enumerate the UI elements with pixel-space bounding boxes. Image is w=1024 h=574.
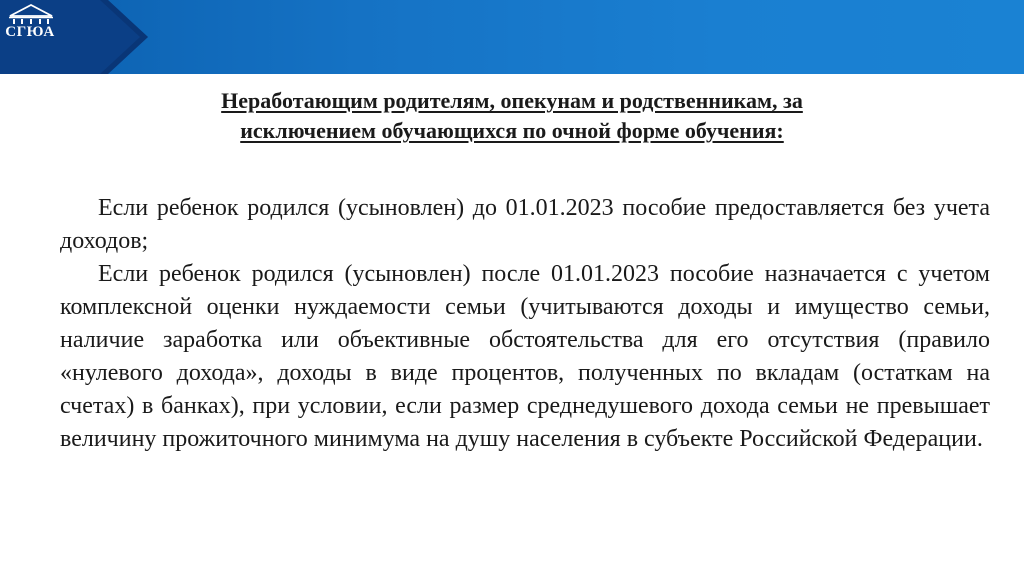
header-band (0, 0, 1024, 74)
logo-text: СГЮА (5, 24, 55, 40)
slide-title (60, 86, 964, 146)
title-line-2: исключением обучающихся по очной форме обучения: (240, 118, 784, 143)
paragraph-before-2023: Если ребенок родился (усыновлен) до 01.01.2023 пособие предоставляется без учета доходов; (60, 195, 990, 254)
title-line-1: Неработающим родителям, опекунам и родственникам, за (221, 88, 803, 113)
paragraph-after-2023: Если ребенок родился (усыновлен) после 01.01.2023 пособие назначается с учетом комплексной оценки нуждаемости семьи (учитываются доходы и имущество семьи, наличие заработка или объективные обстоятельства для его отсутствия (правило «нулевого дохода», доходы в виде процентов, полученных по вкладам (остаткам на счетах) в банках), при условии, если размер среднедушевого дохода семьи не превышает величину прожиточного минимума на душу населения в субъекте Российской Федерации. (60, 261, 990, 452)
